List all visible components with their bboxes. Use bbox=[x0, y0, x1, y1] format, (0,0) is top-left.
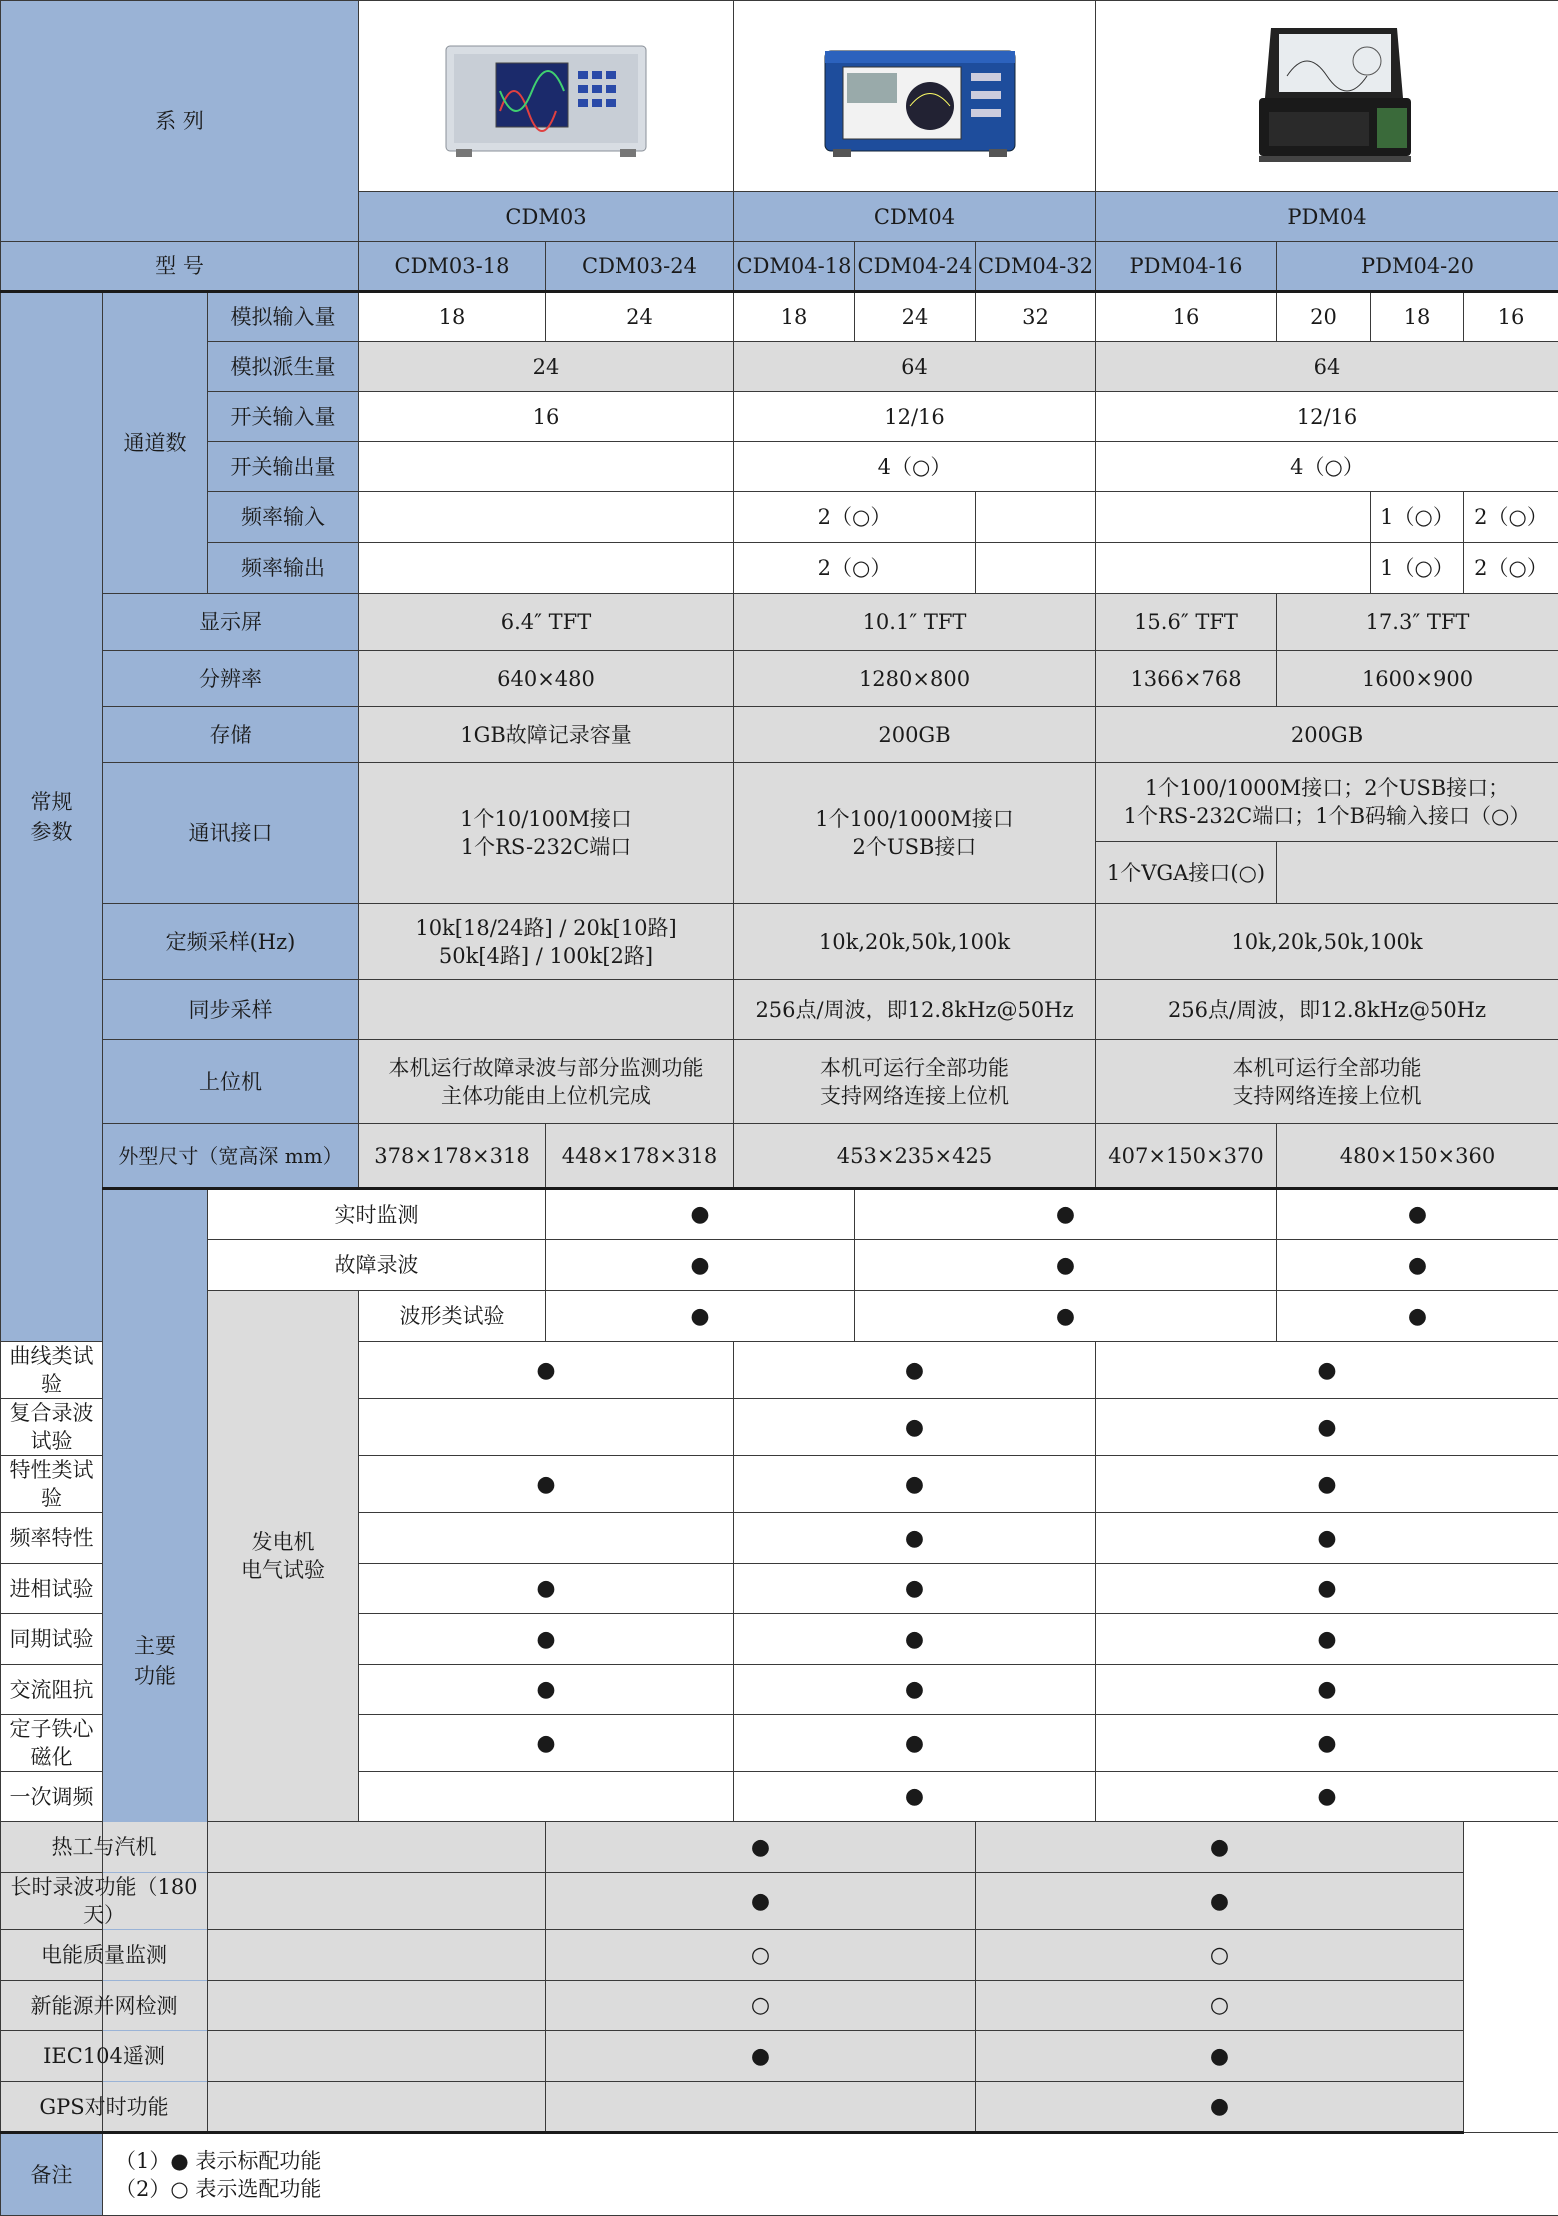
std-mark: ● bbox=[1317, 1731, 1336, 1756]
cell-empty bbox=[976, 543, 1096, 594]
cell-empty bbox=[208, 2082, 546, 2133]
row-label-comm: 通讯接口 bbox=[103, 763, 359, 904]
channels-label: 通道数 bbox=[103, 292, 208, 594]
cell: 256点/周波，即12.8kHz@50Hz bbox=[734, 980, 1096, 1040]
note-line-2: （2）○ 表示选配功能 bbox=[115, 2175, 1558, 2203]
row-label-new-energy: 新能源并网检测 bbox=[1, 1981, 208, 2031]
cdm04-device-icon bbox=[785, 21, 1045, 171]
row-label-sampling: 定频采样(Hz) bbox=[103, 904, 359, 980]
std-mark: ● bbox=[1408, 1304, 1427, 1329]
std-mark: ● bbox=[536, 1677, 555, 1702]
cell: 1600×900 bbox=[1277, 651, 1558, 707]
std-mark: ● bbox=[905, 1472, 924, 1497]
row-label-freq-out: 频率输出 bbox=[208, 543, 359, 594]
cell-std bbox=[546, 1240, 855, 1291]
cell: 378×178×318 bbox=[359, 1124, 546, 1189]
cell-empty bbox=[208, 1873, 546, 1930]
section-general: 常规 参数 bbox=[1, 292, 103, 1342]
cell-std bbox=[1096, 1614, 1558, 1665]
cell: 200GB bbox=[734, 707, 1096, 763]
opt-mark: ○ bbox=[751, 1943, 770, 1968]
cell-std bbox=[855, 1240, 1277, 1291]
std-mark: ● bbox=[1317, 1677, 1336, 1702]
cdm03-device-icon bbox=[426, 21, 666, 171]
std-mark: ● bbox=[905, 1415, 924, 1440]
row-label-thermal: 热工与汽机 bbox=[1, 1822, 208, 1873]
cell-std bbox=[1096, 1665, 1558, 1715]
cell-std bbox=[1096, 1564, 1558, 1614]
std-mark: ● bbox=[536, 1472, 555, 1497]
cell-std bbox=[359, 1342, 734, 1399]
std-mark: ● bbox=[905, 1627, 924, 1652]
cell: 20 bbox=[1277, 292, 1371, 342]
cell-empty bbox=[359, 543, 734, 594]
std-mark: ● bbox=[1210, 1835, 1229, 1860]
cell-std bbox=[1096, 1342, 1558, 1399]
cell: 本机运行故障录波与部分监测功能 主体功能由上位机完成 bbox=[359, 1040, 734, 1124]
row-label-freq-in: 频率输入 bbox=[208, 492, 359, 543]
cell: 2（○） bbox=[1464, 543, 1558, 594]
std-mark: ● bbox=[1317, 1784, 1336, 1809]
cell: 24 bbox=[855, 292, 976, 342]
notes-block bbox=[103, 2133, 1558, 2216]
row-label-fault: 故障录波 bbox=[208, 1240, 546, 1291]
cell-empty bbox=[208, 2031, 546, 2082]
series-label: 系 列 bbox=[1, 1, 359, 242]
model-label: 型 号 bbox=[1, 242, 359, 292]
cell: 200GB bbox=[1096, 707, 1558, 763]
model-cdm03-18: CDM03-18 bbox=[359, 242, 546, 292]
std-mark: ● bbox=[1210, 1889, 1229, 1914]
std-mark: ● bbox=[1408, 1253, 1427, 1278]
row-label-switch-out: 开关输出量 bbox=[208, 442, 359, 492]
cell-std bbox=[976, 1822, 1464, 1873]
cell: 1个100/1000M接口 2个USB接口 bbox=[734, 763, 1096, 904]
section-notes: 备注 bbox=[1, 2133, 103, 2216]
cell: 18 bbox=[359, 292, 546, 342]
std-mark: ● bbox=[1317, 1358, 1336, 1383]
cell: 16 bbox=[1096, 292, 1277, 342]
cell-empty bbox=[1096, 543, 1371, 594]
cell-empty bbox=[208, 1822, 546, 1873]
pdm04-device-icon bbox=[1207, 16, 1447, 176]
std-mark: ● bbox=[905, 1526, 924, 1551]
std-mark: ● bbox=[1317, 1576, 1336, 1601]
cell-std bbox=[734, 1513, 1096, 1564]
note-line-1: （1）● 表示标配功能 bbox=[115, 2147, 1558, 2175]
cell-empty bbox=[976, 492, 1096, 543]
cell-std bbox=[1096, 1715, 1558, 1772]
cell: 1GB故障记录容量 bbox=[359, 707, 734, 763]
cell-std bbox=[734, 1715, 1096, 1772]
cell-std bbox=[546, 1822, 976, 1873]
cell-empty bbox=[359, 1399, 734, 1456]
cell: 1280×800 bbox=[734, 651, 1096, 707]
opt-mark: ○ bbox=[1210, 1943, 1229, 1968]
cell-std bbox=[546, 1873, 976, 1930]
cell-std bbox=[855, 1189, 1277, 1240]
cell-opt bbox=[976, 1930, 1464, 1981]
series-pdm04: PDM04 bbox=[1096, 192, 1558, 242]
std-mark: ● bbox=[1408, 1202, 1427, 1227]
opt-mark: ○ bbox=[751, 1993, 770, 2018]
row-label-host: 上位机 bbox=[103, 1040, 359, 1124]
cell: 2（○） bbox=[734, 543, 976, 594]
row-label-analog-derived: 模拟派生量 bbox=[208, 342, 359, 392]
cell-std bbox=[546, 1291, 855, 1342]
cell-std bbox=[359, 1614, 734, 1665]
cell: 1（○） bbox=[1371, 543, 1464, 594]
cell: 2（○） bbox=[1464, 492, 1558, 543]
series-cdm03: CDM03 bbox=[359, 192, 734, 242]
cell: 10.1″ TFT bbox=[734, 594, 1096, 651]
cell: 1个10/100M接口 1个RS-232C端口 bbox=[359, 763, 734, 904]
cell-std bbox=[976, 1873, 1464, 1930]
cell: 1个100/1000M接口；2个USB接口； 1个RS-232C端口；1个B码输入接口（○） bbox=[1096, 763, 1558, 842]
std-mark: ● bbox=[905, 1677, 924, 1702]
cdm04-image bbox=[734, 1, 1096, 192]
row-label-power-quality: 电能质量监测 bbox=[1, 1930, 208, 1981]
row-label-characteristic: 特性类试验 bbox=[1, 1456, 103, 1513]
row-label-sync-test: 同期试验 bbox=[1, 1614, 103, 1665]
std-mark: ● bbox=[1317, 1526, 1336, 1551]
cell: 6.4″ TFT bbox=[359, 594, 734, 651]
cell-std bbox=[1277, 1240, 1558, 1291]
model-pdm04-20: PDM04-20 bbox=[1277, 242, 1558, 292]
row-label-resolution: 分辨率 bbox=[103, 651, 359, 707]
row-label-freq-char: 频率特性 bbox=[1, 1513, 103, 1564]
std-mark: ● bbox=[1210, 2044, 1229, 2069]
cell-opt bbox=[976, 1981, 1464, 2031]
std-mark: ● bbox=[751, 1889, 770, 1914]
cell-std bbox=[855, 1291, 1277, 1342]
pdm04-image bbox=[1096, 1, 1558, 192]
cell-std bbox=[1277, 1291, 1558, 1342]
cell: 18 bbox=[1371, 292, 1464, 342]
cell-std bbox=[976, 2082, 1464, 2133]
row-label-iec104: IEC104遥测 bbox=[1, 2031, 208, 2082]
cell-empty bbox=[1277, 842, 1558, 904]
row-label-composite: 复合录波试验 bbox=[1, 1399, 103, 1456]
std-mark: ● bbox=[905, 1784, 924, 1809]
cell-std bbox=[1096, 1456, 1558, 1513]
row-label-curve: 曲线类试验 bbox=[1, 1342, 103, 1399]
std-mark: ● bbox=[905, 1731, 924, 1756]
cell-std bbox=[359, 1715, 734, 1772]
cell-opt bbox=[546, 1930, 976, 1981]
model-cdm04-18: CDM04-18 bbox=[734, 242, 855, 292]
cell-empty bbox=[359, 492, 734, 543]
row-label-sync: 同步采样 bbox=[103, 980, 359, 1040]
cell: 15.6″ TFT bbox=[1096, 594, 1277, 651]
gen-group-label: 发电机 电气试验 bbox=[208, 1291, 359, 1822]
row-label-primary-freq: 一次调频 bbox=[1, 1772, 103, 1822]
cell: 10k,20k,50k,100k bbox=[734, 904, 1096, 980]
cell: 1（○） bbox=[1371, 492, 1464, 543]
std-mark: ● bbox=[1317, 1627, 1336, 1652]
cell-empty bbox=[359, 1772, 734, 1822]
std-mark: ● bbox=[905, 1358, 924, 1383]
std-mark: ● bbox=[1210, 2094, 1229, 2119]
cell-empty bbox=[208, 1981, 546, 2031]
cell: 640×480 bbox=[359, 651, 734, 707]
cell: 407×150×370 bbox=[1096, 1124, 1277, 1189]
opt-mark: ○ bbox=[1210, 1993, 1229, 2018]
series-cdm04: CDM04 bbox=[734, 192, 1096, 242]
row-label-stator: 定子铁心磁化 bbox=[1, 1715, 103, 1772]
cell: 4（○） bbox=[734, 442, 1096, 492]
cell-empty bbox=[1096, 492, 1371, 543]
cell-std bbox=[734, 1399, 1096, 1456]
cell: 64 bbox=[734, 342, 1096, 392]
cell: 453×235×425 bbox=[734, 1124, 1096, 1189]
model-cdm04-24: CDM04-24 bbox=[855, 242, 976, 292]
cell-std bbox=[1277, 1189, 1558, 1240]
cell: 1个VGA接口(○) bbox=[1096, 842, 1277, 904]
cell: 12/16 bbox=[1096, 392, 1558, 442]
cell-std bbox=[359, 1456, 734, 1513]
std-mark: ● bbox=[751, 2044, 770, 2069]
cell: 1366×768 bbox=[1096, 651, 1277, 707]
cell: 本机可运行全部功能 支持网络连接上位机 bbox=[734, 1040, 1096, 1124]
row-label-phase-adv: 进相试验 bbox=[1, 1564, 103, 1614]
cell-std bbox=[1096, 1513, 1558, 1564]
cell-empty bbox=[359, 442, 734, 492]
row-label-gps: GPS对时功能 bbox=[1, 2082, 208, 2133]
row-label-switch-in: 开关输入量 bbox=[208, 392, 359, 442]
model-cdm03-24: CDM03-24 bbox=[546, 242, 734, 292]
cell-empty bbox=[546, 2082, 976, 2133]
std-mark: ● bbox=[536, 1627, 555, 1652]
std-mark: ● bbox=[536, 1731, 555, 1756]
cell: 18 bbox=[734, 292, 855, 342]
cell-std bbox=[976, 2031, 1464, 2082]
cell: 10k,20k,50k,100k bbox=[1096, 904, 1558, 980]
cell-std bbox=[1096, 1399, 1558, 1456]
row-label-display: 显示屏 bbox=[103, 594, 359, 651]
cell: 448×178×318 bbox=[546, 1124, 734, 1189]
cell-std bbox=[546, 1189, 855, 1240]
cell: 2（○） bbox=[734, 492, 976, 543]
std-mark: ● bbox=[1056, 1304, 1075, 1329]
row-label-size: 外型尺寸（宽高深 mm） bbox=[103, 1124, 359, 1189]
cell-std bbox=[359, 1564, 734, 1614]
row-label-analog-in: 模拟输入量 bbox=[208, 292, 359, 342]
model-cdm04-32: CDM04-32 bbox=[976, 242, 1096, 292]
cell: 10k[18/24路] / 20k[10路] 50k[4路] / 100k[2路] bbox=[359, 904, 734, 980]
std-mark: ● bbox=[1056, 1253, 1075, 1278]
std-mark: ● bbox=[1317, 1415, 1336, 1440]
section-functions: 主要 功能 bbox=[103, 1189, 208, 2133]
cell-std bbox=[1096, 1772, 1558, 1822]
row-label-ac-imp: 交流阻抗 bbox=[1, 1665, 103, 1715]
model-pdm04-16: PDM04-16 bbox=[1096, 242, 1277, 292]
row-label-waveform: 波形类试验 bbox=[359, 1291, 546, 1342]
cell: 64 bbox=[1096, 342, 1558, 392]
std-mark: ● bbox=[690, 1304, 709, 1329]
std-mark: ● bbox=[690, 1202, 709, 1227]
cell-std bbox=[359, 1665, 734, 1715]
cell-std bbox=[546, 2031, 976, 2082]
cell: 24 bbox=[359, 342, 734, 392]
cell: 16 bbox=[359, 392, 734, 442]
std-mark: ● bbox=[751, 1835, 770, 1860]
cell: 本机可运行全部功能 支持网络连接上位机 bbox=[1096, 1040, 1558, 1124]
std-mark: ● bbox=[690, 1253, 709, 1278]
std-mark: ● bbox=[536, 1358, 555, 1383]
cell: 24 bbox=[546, 292, 734, 342]
cell-std bbox=[734, 1564, 1096, 1614]
row-label-storage: 存储 bbox=[103, 707, 359, 763]
cell-std bbox=[734, 1342, 1096, 1399]
cell-std bbox=[734, 1456, 1096, 1513]
row-label-realtime: 实时监测 bbox=[208, 1189, 546, 1240]
cell: 480×150×360 bbox=[1277, 1124, 1558, 1189]
cell: 16 bbox=[1464, 292, 1558, 342]
std-mark: ● bbox=[905, 1576, 924, 1601]
cell: 12/16 bbox=[734, 392, 1096, 442]
cell-empty bbox=[208, 1930, 546, 1981]
cell-empty bbox=[359, 980, 734, 1040]
cell: 256点/周波，即12.8kHz@50Hz bbox=[1096, 980, 1558, 1040]
cell: 4（○） bbox=[1096, 442, 1558, 492]
std-mark: ● bbox=[1056, 1202, 1075, 1227]
cell-std bbox=[734, 1614, 1096, 1665]
cell: 17.3″ TFT bbox=[1277, 594, 1558, 651]
cell: 32 bbox=[976, 292, 1096, 342]
cell-opt bbox=[546, 1981, 976, 2031]
cell-empty bbox=[359, 1513, 734, 1564]
cdm03-image bbox=[359, 1, 734, 192]
std-mark: ● bbox=[536, 1576, 555, 1601]
row-label-long-record: 长时录波功能（180天） bbox=[1, 1873, 208, 1930]
std-mark: ● bbox=[1317, 1472, 1336, 1497]
cell-std bbox=[734, 1772, 1096, 1822]
cell-std bbox=[734, 1665, 1096, 1715]
